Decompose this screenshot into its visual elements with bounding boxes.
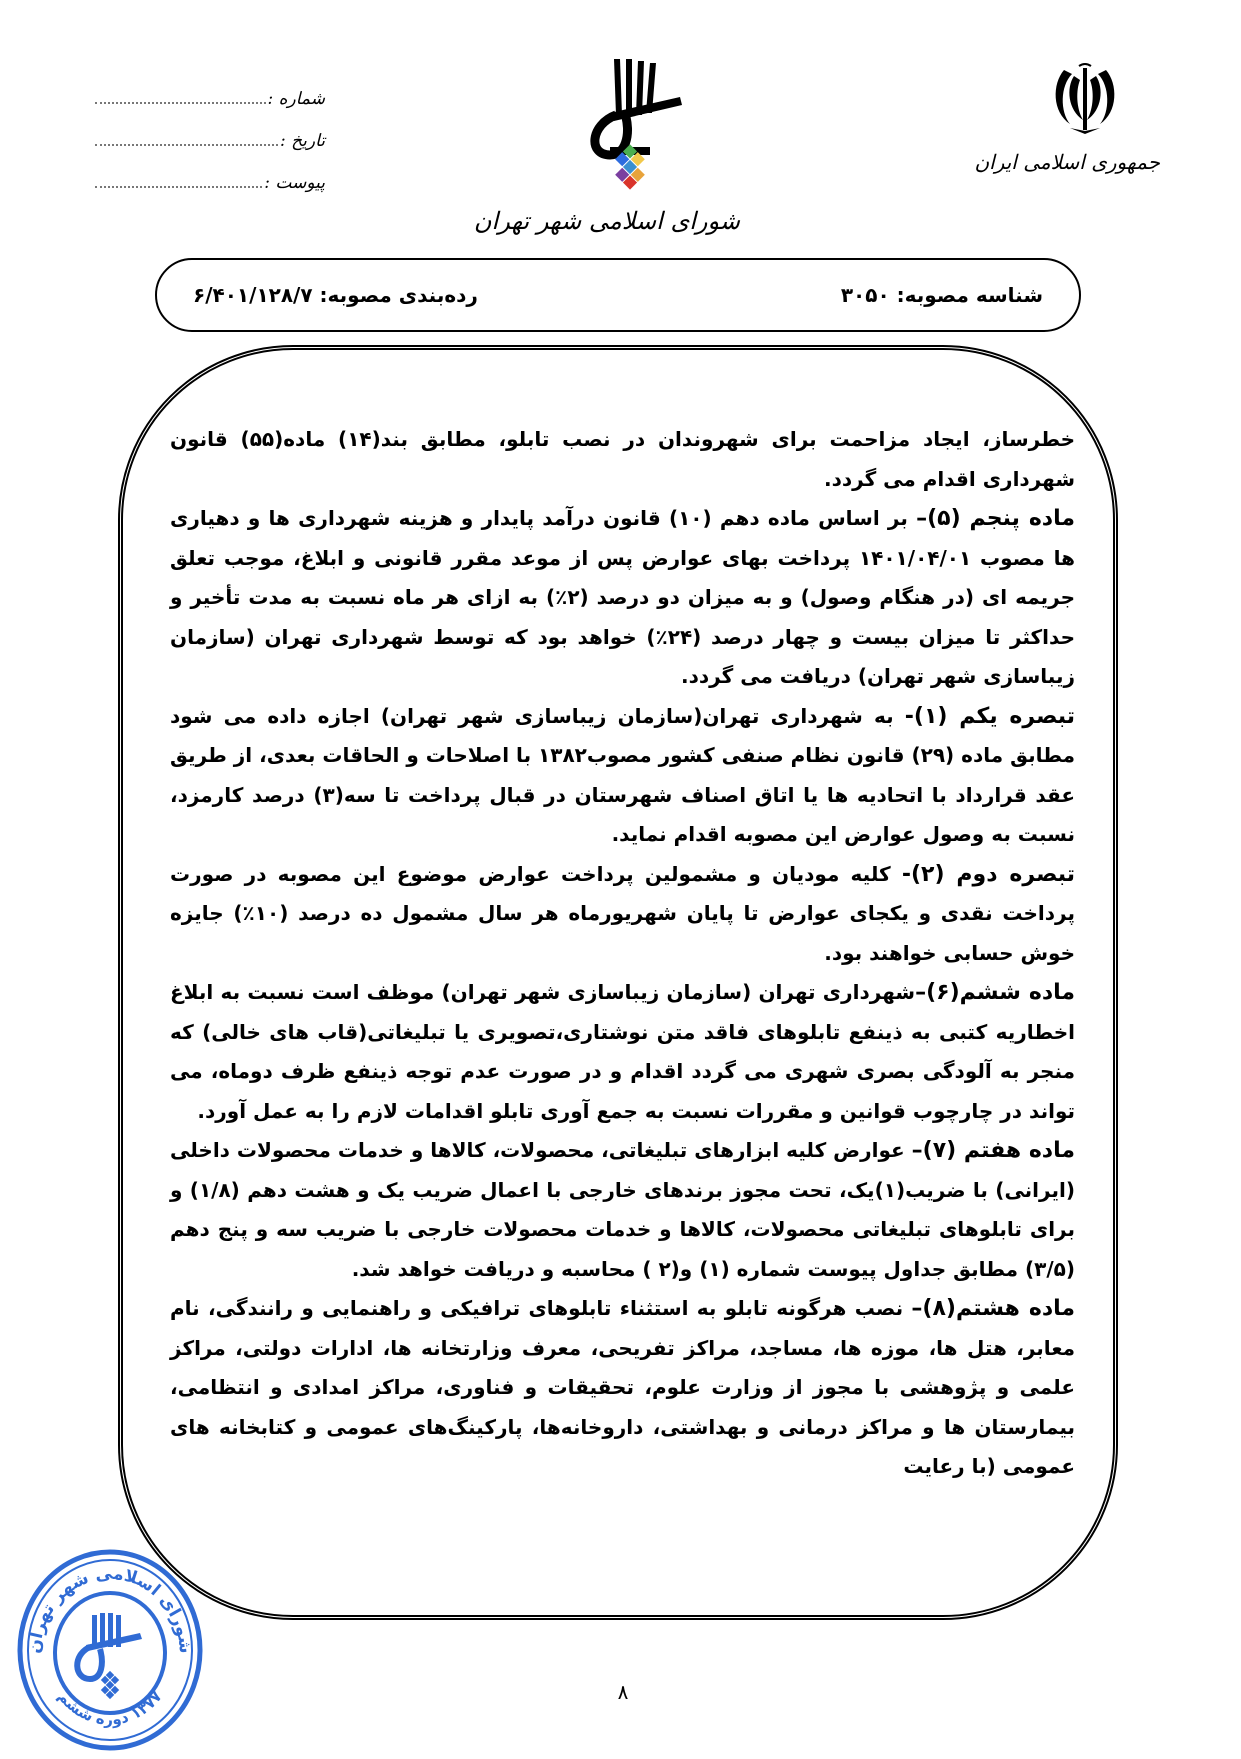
seal-text-bottom: ۱۳۷۷ دوره ششم [54,1687,166,1729]
note-title: تبصره یکم (۱)- [904,703,1076,729]
tehran-council-logo-icon [570,55,690,205]
article-6 [170,973,1075,1131]
article-text: عوارض کلیه ابزارهای تبلیغاتی، محصولات، کالاها و خدمات محصولات داخلی (ایرانی) با ضریب(۱)یک، تحت مجوز برندهای خارجی با اعمال ضریب یک و هشت دهم (۱/۸) و برای تابلوهای تبلیغاتی محصولات، کالاها و خدمات محصولات خارجی با ضریب سه و پنج دهم (۳/۵) مطابق جداول پیوست شماره (۱) و(۲ ) محاسبه و دریافت خواهد شد. [170,1138,1075,1281]
meta-line-date [95,144,278,146]
page-number: ۸ [617,1680,629,1704]
letter-meta-fields [95,78,325,204]
note-text: به شهرداری تهران(سازمان زیباسازی شهر تهران) اجازه داده می شود مطابق ماده (۲۹) قانون نظام صنفی کشور مصوب۱۳۸۲ با اصلاحات و الحاقات بعدی، از طریق عقد قرارداد با اتحادیه ها یا اتاق اصناف شهرستان در قبال پرداخت تا سه(۳) درصد کارمزد، نسبت به وصول عوارض این مصوبه اقدام نماید. [170,703,1076,846]
note-title: تبصره دوم (۲)- [901,861,1075,887]
article-text: شهرداری تهران (سازمان زیباسازی شهر تهران) موظف است نسبت به ابلاغ اخطاریه کتبی به ذینفع تابلوهای فاقد متن نوشتاری،تصویری یا تبلیغاتی(قاب های خالی) که منجر به آلودگی بصری شهری می گردد اقدام و در صورت عدم توجه ذینفع ظرف دوماه، می تواند در چارچوب قوانین و مقررات نسبت به جمع آوری تابلو اقدامات لازم را به عمل آورد. [170,980,1075,1123]
approval-id-box [155,258,1081,332]
paragraph-text: خطرساز، ایجاد مزاحمت برای شهروندان در نصب تابلو، مطابق بند(۱۴) ماده(۵۵) قانون شهرداری اقدام می گردد. [170,427,1075,491]
article-7 [170,1131,1075,1289]
note-1 [170,697,1075,855]
article-text: نصب هرگونه تابلو به استثناء تابلوهای ترافیکی و راهنمایی و رانندگی، نام معابر، هتل ها، موزه ها، مساجد، مراکز تفریحی، معرف وزارتخانه ها، ادارات دولتی، مراکز علمی و پژوهشی با مجوز از وزارت علوم، تحقیقات و فناوری، مراکز امدادی و انتظامی، بیمارستان ها و مراکز درمانی و بهداشتی، داروخانه‌ها، پارکینگ‌های عمومی و کتابخانه های عمومی (با رعایت [170,1296,1075,1478]
document-body [170,420,1075,1487]
article-title: ماده هفتم (۷)– [911,1138,1075,1163]
meta-line-attachment [95,186,262,188]
note-2 [170,855,1075,974]
meta-label-number: شماره : [267,89,325,109]
seal-stamp-icon [10,1545,210,1755]
meta-label-attachment: پیوست : [264,173,325,193]
approval-id: شناسه مصوبه: ۳۰۵۰ [840,283,1043,307]
meta-row-attachment [95,162,325,204]
meta-row-date [95,120,325,162]
article-5 [170,499,1075,697]
article-8 [170,1289,1075,1487]
meta-line-number [95,102,266,104]
article-title: ماده هشتم(۸)– [911,1296,1076,1321]
emblem-caption: جمهوری اسلامی ایران [974,150,1160,174]
approval-classification: رده‌بندی مصوبه: ۶/۴۰۱/۱۲۸/۷ [193,283,478,307]
seal-text-top: شورای اسلامی شهر تهران [24,1563,196,1655]
meta-row-number [95,78,325,120]
state-emblem [974,62,1160,202]
council-seal [10,1545,210,1755]
article-text: بر اساس ماده دهم (۱۰) قانون درآمد پایدار و هزینه شهرداری ها و دهیاری ها مصوب ۱۴۰۱/۰۴/۰۱ پرداخت بهای عوارض پس از موعد مقرر قانونی و ابلاغ، موجب تعلق جریمه ای (در هنگام وصول) و به میزان دو درصد (۲٪) به ازای هر ماه نسبت به مدت تأخیر و حداکثر تا میزان بیست و چهار درصد (۲۴٪) خواهد بود که توسط شهرداری تهران (سازمان زیباسازی شهر تهران) دریافت می گردد. [170,506,1076,688]
paragraph-continuation [170,420,1075,499]
council-logo [473,55,740,250]
note-text: کلیه مودیان و مشمولین پرداخت عوارض موضوع این مصوبه در صورت پرداخت نقدی و یکجای عوارض تا پایان شهریورماه هر سال مشمول ده درصد (۱۰٪) جایزه خوش حسابی خواهند بود. [170,861,1075,965]
iran-emblem-icon [1050,62,1120,142]
article-title: ماده ششم(۶)– [915,980,1075,1005]
council-caption: شورای اسلامی شهر تهران [473,207,740,235]
article-title: ماده پنجم (۵)– [916,506,1075,531]
meta-label-date: تاریخ : [280,131,325,151]
